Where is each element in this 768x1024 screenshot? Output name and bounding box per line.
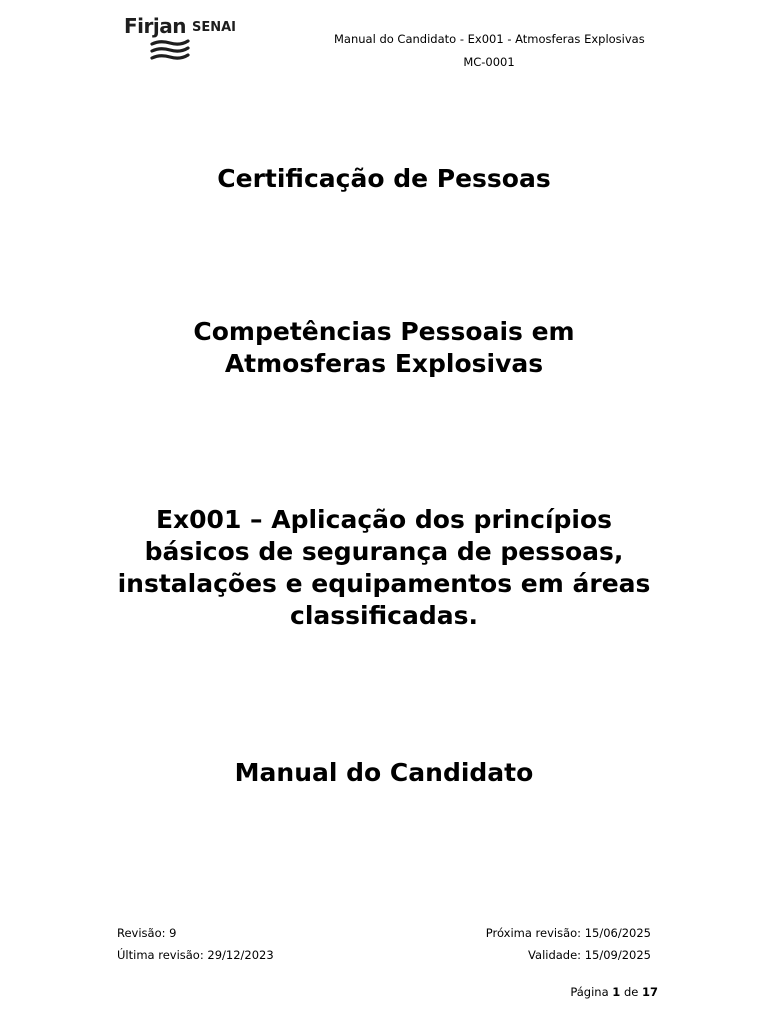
logo-sub-text: SENAI: [192, 20, 237, 35]
page-of: de: [623, 985, 639, 999]
header-document-title: Manual do Candidato - Ex001 - Atmosferas Explosivas: [334, 32, 645, 46]
unit-title-line: instalações e equipamentos em áreas: [117, 569, 651, 598]
logo-waves-icon: [150, 38, 190, 64]
page-current: 1: [612, 985, 621, 999]
firjan-senai-logo: [124, 14, 254, 66]
unit-title-line: classificadas.: [290, 601, 478, 630]
manual-title-text: Manual do Candidato: [234, 758, 534, 787]
page-total: 17: [641, 985, 658, 999]
revision-number: Revisão: 9: [117, 926, 177, 940]
page-number: [570, 985, 658, 1000]
logo-brand-text: Firjan: [124, 14, 186, 38]
validity-date: Validade: 15/09/2025: [528, 948, 651, 962]
competencies-title: [90, 316, 678, 380]
manual-title: [90, 757, 678, 789]
next-revision-date: Próxima revisão: 15/06/2025: [485, 926, 651, 940]
competencies-title-line: Competências Pessoais em: [193, 317, 575, 346]
unit-title-line: Ex001 – Aplicação dos princípios: [155, 505, 613, 534]
unit-title: [90, 504, 678, 632]
certification-title: [90, 163, 678, 195]
header-document-code: MC-0001: [463, 55, 515, 69]
last-revision-date: Última revisão: 29/12/2023: [117, 948, 274, 962]
competencies-title-line: Atmosferas Explosivas: [224, 349, 544, 378]
page-prefix: Página: [570, 985, 609, 999]
certification-title-text: Certificação de Pessoas: [217, 164, 551, 193]
unit-title-line: básicos de segurança de pessoas,: [144, 537, 624, 566]
